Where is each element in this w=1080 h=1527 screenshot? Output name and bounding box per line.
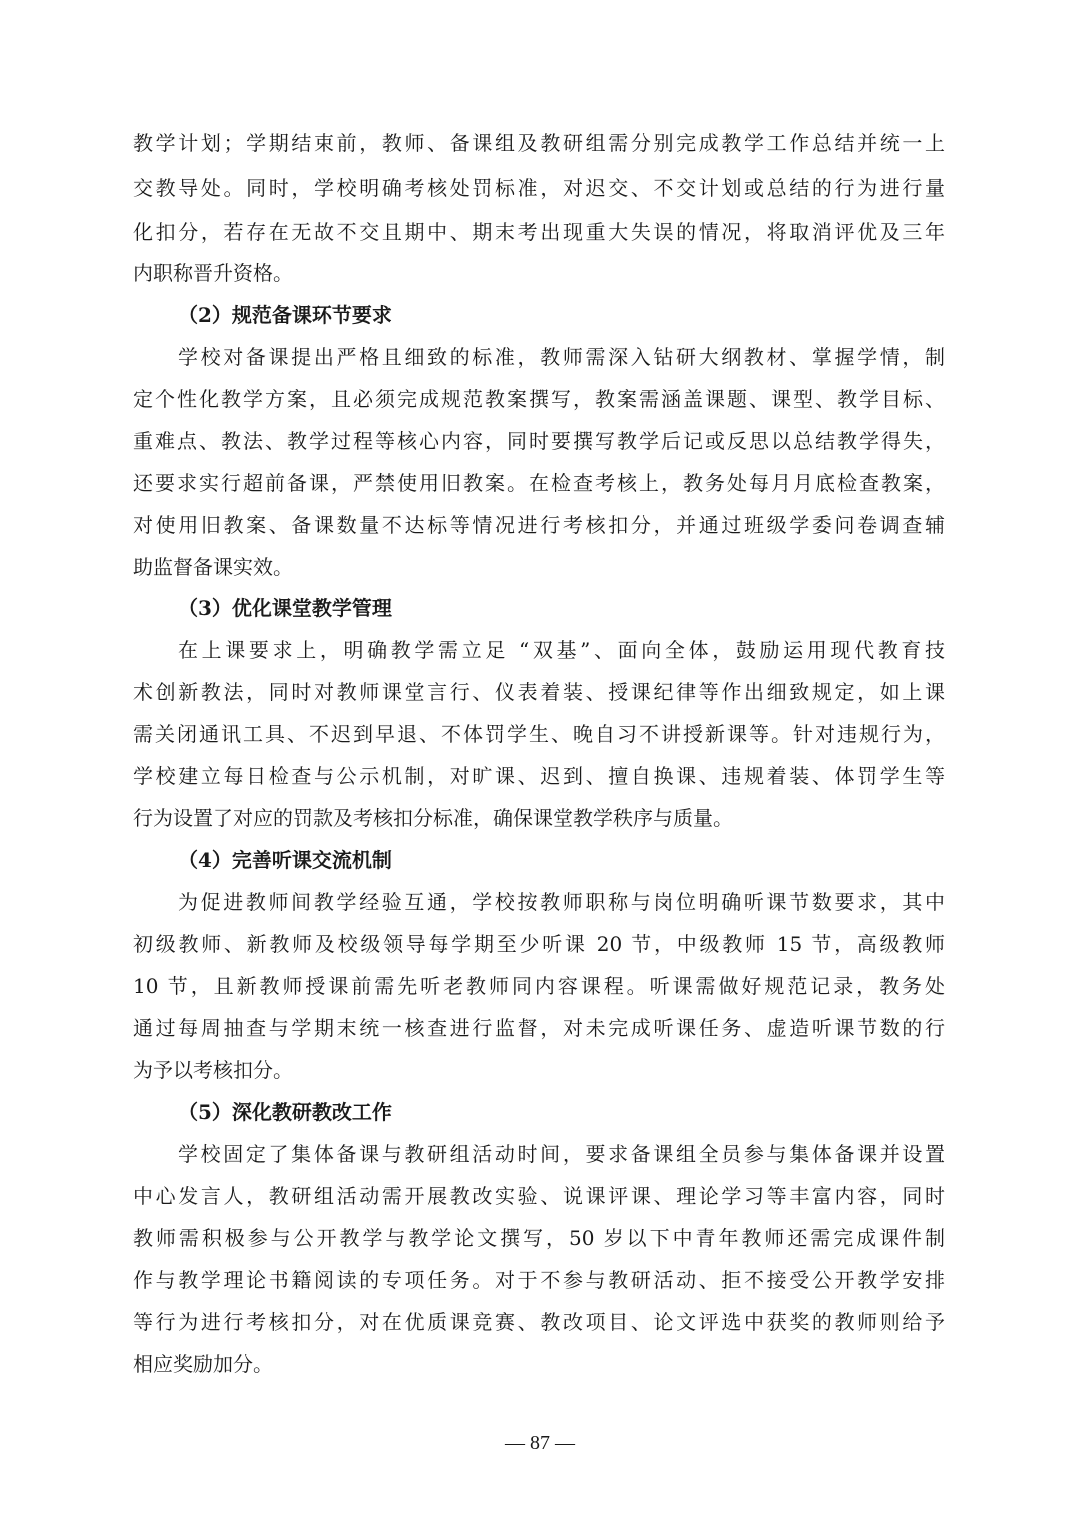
text-line: 学校建立每日检查与公示机制，对旷课、迟到、擅自换课、违规着装、体罚学生等 xyxy=(133,764,945,788)
text-line: 中心发言人，教研组活动需开展教改实验、说课评课、理论学习等丰富内容，同时 xyxy=(133,1184,945,1208)
text-line: 等行为进行考核扣分，对在优质课竞赛、教改项目、论文评选中获奖的教师则给予 xyxy=(133,1310,945,1334)
text-line: 10 节，且新教师授课前需先听老教师同内容课程。听课需做好规范记录，教务处 xyxy=(133,974,945,998)
text-line: 教师需积极参与公开教学与教学论文撰写，50 岁以下中青年教师还需完成课件制 xyxy=(133,1226,945,1250)
section-heading-5: （5）深化教研教改工作 xyxy=(178,1100,392,1124)
text-line: 化扣分，若存在无故不交且期中、期末考出现重大失误的情况，将取消评优及三年 xyxy=(133,220,945,244)
text-line: 交教导处。同时，学校明确考核处罚标准，对迟交、不交计划或总结的行为进行量 xyxy=(133,176,945,200)
text-line: 在上课要求上，明确教学需立足 “双基”、面向全体，鼓励运用现代教育技 xyxy=(178,638,945,662)
text-line: 重难点、教法、教学过程等核心内容，同时要撰写教学后记或反思以总结教学得失， xyxy=(133,429,945,453)
text-line: 作与教学理论书籍阅读的专项任务。对于不参与教研活动、拒不接受公开教学安排 xyxy=(133,1268,945,1292)
page-number: — 87 — xyxy=(505,1432,575,1454)
section-heading-4: （4）完善听课交流机制 xyxy=(178,848,392,872)
text-line: 初级教师、新教师及校级领导每学期至少听课 20 节，中级教师 15 节，高级教师 xyxy=(133,932,945,956)
text-line: 学校固定了集体备课与教研组活动时间，要求备课组全员参与集体备课并设置 xyxy=(178,1142,945,1166)
text-line: 通过每周抽查与学期末统一核查进行监督，对未完成听课任务、虚造听课节数的行 xyxy=(133,1016,945,1040)
text-line: 为促进教师间教学经验互通，学校按教师职称与岗位明确听课节数要求，其中 xyxy=(178,890,945,914)
text-line: 相应奖励加分。 xyxy=(133,1352,273,1376)
text-line: 定个性化教学方案，且必须完成规范教案撰写，教案需涵盖课题、课型、教学目标、 xyxy=(133,387,945,411)
section-heading-2: （2）规范备课环节要求 xyxy=(178,303,392,327)
text-line: 内职称晋升资格。 xyxy=(133,261,293,285)
text-line: 对使用旧教案、备课数量不达标等情况进行考核扣分，并通过班级学委问卷调查辅 xyxy=(133,513,945,537)
text-line: 行为设置了对应的罚款及考核扣分标准，确保课堂教学秩序与质量。 xyxy=(133,806,733,830)
section-heading-3: （3）优化课堂教学管理 xyxy=(178,596,392,620)
text-line: 术创新教法，同时对教师课堂言行、仪表着装、授课纪律等作出细致规定，如上课 xyxy=(133,680,945,704)
text-line: 学校对备课提出严格且细致的标准，教师需深入钻研大纲教材、掌握学情，制 xyxy=(178,345,945,369)
text-line: 需关闭通讯工具、不迟到早退、不体罚学生、晚自习不讲授新课等。针对违规行为， xyxy=(133,722,945,746)
text-line: 教学计划；学期结束前，教师、备课组及教研组需分别完成教学工作总结并统一上 xyxy=(133,131,945,155)
text-line: 还要求实行超前备课，严禁使用旧教案。在检查考核上，教务处每月月底检查教案， xyxy=(133,471,945,495)
text-line: 助监督备课实效。 xyxy=(133,555,293,579)
text-line: 为予以考核扣分。 xyxy=(133,1058,293,1082)
